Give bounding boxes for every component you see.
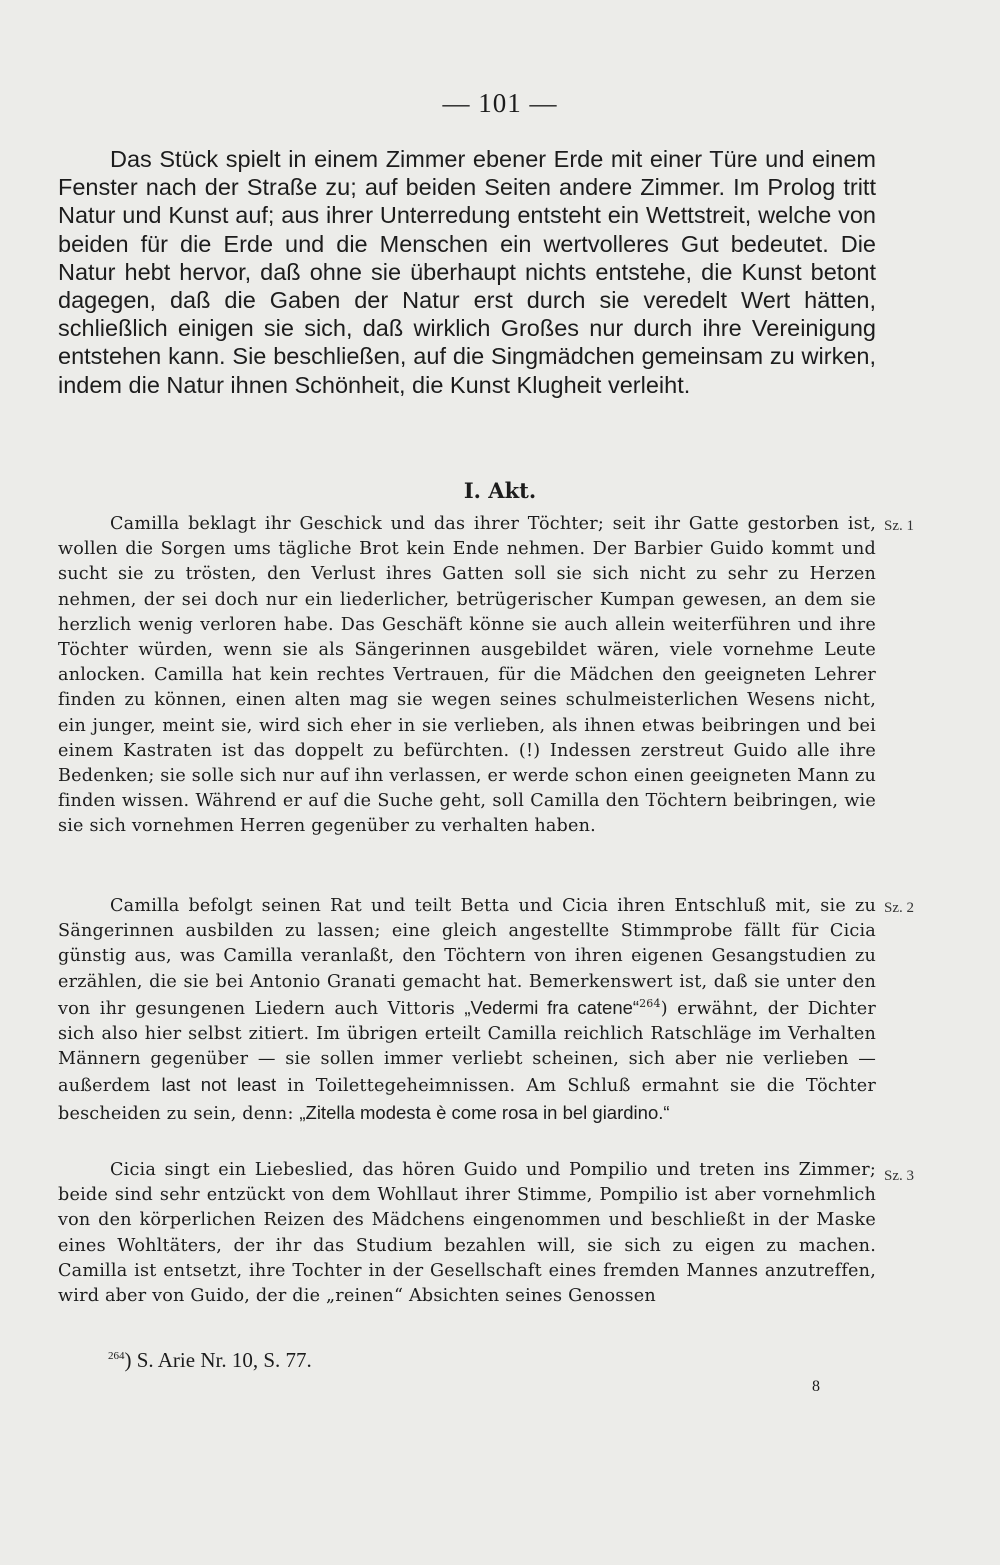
footnote-reference: 264: [639, 996, 661, 1010]
margin-note-scene-2: Sz. 2: [884, 900, 914, 916]
paragraph-text: ) erwähnt, der Dichter sich also hier selbst zitiert. Im übrigen erteilt Camilla reichlich Ratschläge im Verhalten Männern gegenüber — sie sollen immer verliebt scheinen, sich aber nie verlieben — außerdem: [58, 998, 876, 1097]
signature-mark: 8: [812, 1378, 820, 1395]
page-number: — 101 —: [442, 88, 558, 118]
paragraph-text: in Toilettegeheimnissen. Am Schluß ermahnt sie die Töchter bescheiden zu sein, denn:: [58, 1076, 876, 1124]
italian-quote: „Zitella modesta è come rosa in bel giardino.“: [299, 1101, 670, 1123]
paragraph-scene-1: Camilla beklagt ihr Geschick und das ihrer Töchter; seit ihr Gatte gestorben ist, wollen die Sorgen ums tägliche Brot kein Ende nehmen. Der Barbier Guido kommt und sucht sie zu trösten, den Verlust ihres Gatten soll sie sich nicht zu sehr zu Herzen nehmen, der sei doch nur ein liederlicher, betrügerischer Kumpan gewesen, an dem sie herzlich wenig verloren habe. Das Geschäft könne sie auch allein weiterführen und ihre Töchter würden, wenn sie als Sängerinnen ausgebildet wären, viele vornehme Leute anlocken. Camilla hat kein rechtes Vertrauen, für die Mädchen den geeigneten Lehrer finden zu können, einen alten mag sie wegen seines schulmeisterlichen Wesens nicht, ein junger, meint sie, wird sich eher in sie verlieben, als ihnen etwas beibringen und bei einem Kastraten ist das doppelt zu befürchten. (!) Indessen zerstreut Guido alle ihre Bedenken; sie solle sich nur auf ihn verlassen, er werde schon einen geeigneten Mann zu finden wissen. Während er auf die Suche geht, soll Camilla den Töchtern beibringen, wie sie sich vornehmen Herren gegenüber zu verhalten haben.: [58, 514, 876, 837]
footnote-text: ) S. Arie Nr. 10, S. 77.: [124, 1348, 312, 1372]
paragraph-text: Camilla befolgt seinen Rat und teilt Betta und Cicia ihren Entschluß mit, sie zu Sängerinnen ausbilden zu lassen; eine gleich angestellte Stimmprobe fällt für Cicia günstig aus, was Camilla veranlaßt, den Töchtern von ihren eigenen Gesangstudien zu erzählen, die sie bei Antonio Granati gemacht hat. Bemerkenswert ist, daß sie unter den von ihr gesungenen Liedern auch Vittoris: [58, 896, 876, 1019]
margin-note-scene-1: Sz. 1: [884, 518, 914, 534]
paragraph-scene-3: Cicia singt ein Liebeslied, das hören Guido und Pompilio und treten ins Zimmer; beide sind sehr entzückt von dem Wohllaut ihrer Stimme, Pompilio ist aber vornehmlich von den körperlichen Reizen des Mädchens eingenommen und beschließt in der Maske eines Wohltäters, der ihr das Studium bezahlen will, sie sich zu eigen zu machen. Camilla ist entsetzt, ihre Tochter in der Gesellschaft eines fremden Mannes anzutreffen, wird aber von Guido, der die „reinen“ Absichten seines Genossen: [58, 1160, 876, 1307]
footnote: [108, 1348, 312, 1373]
prolog-paragraph: Das Stück spielt in einem Zimmer ebener Erde mit einer Türe und einem Fenster nach der Straße zu; auf beiden Seiten andere Zimmer. Im Prolog tritt Natur und Kunst auf; aus ihrer Unterredung entsteht ein Wettstreit, welche von beiden für die Erde und die Menschen ein wertvolleres Gut bedeutet. Die Natur hebt hervor, daß ohne sie überhaupt nichts entstehe, die Kunst betont dagegen, daß die Gaben der Natur erst durch sie veredelt Wert hätten, schließlich einigen sie sich, daß wirklich Großes nur durch ihre Vereinigung entstehen kann. Sie beschließen, auf die Singmädchen gemeinsam zu wirken, indem die Natur ihnen Schönheit, die Kunst Klugheit verleiht.: [58, 146, 876, 398]
song-title-quote: „Vedermi fra catene“: [464, 996, 640, 1018]
footnote-marker: 264: [108, 1350, 125, 1362]
act-heading: I. Akt.: [463, 478, 537, 503]
margin-note-scene-3: Sz. 3: [884, 1168, 914, 1184]
paragraph-scene-2: [58, 894, 876, 1127]
english-phrase: last not least: [161, 1074, 277, 1096]
